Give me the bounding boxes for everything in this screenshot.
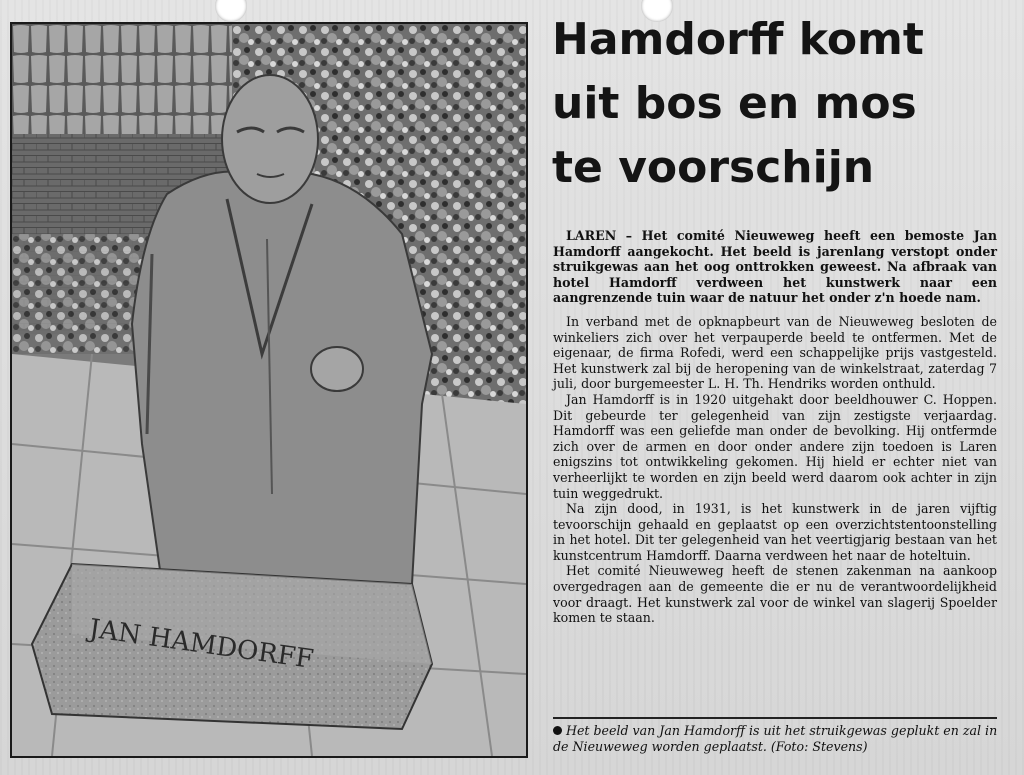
statue-photo: [10, 22, 528, 758]
punch-hole: [215, 0, 247, 22]
dateline: LAREN: [566, 228, 617, 243]
lead-paragraph: [553, 228, 997, 306]
headline-line-2: uit bos en mos: [552, 78, 917, 129]
photo-caption: [553, 723, 1003, 755]
caption-text: Het beeld van Jan Hamdorff is uit het struikgewas geplukt en zal in de Nieuweweg worden geplaatst. (Foto: Stevens): [553, 723, 998, 754]
headline: [552, 8, 1012, 200]
article-paragraph: Jan Hamdorff is in 1920 uitgehakt door beeldhouwer C. Hoppen. Dit gebeurde ter gelegenheid van zijn zestigste verjaardag. Hamdorff was een geliefde man onder de bevolking. Hij ontfermde zich over de armen en door onder andere zijn toedoen is Laren enigszins tot ontwikkeling gekomen. Hij hield er echter niet van verheerlijkt te worden en zijn beeld werd daarom ook achter in zijn tuin weggedrukt.: [553, 391, 997, 501]
headline-line-3: te voorschijn: [552, 142, 875, 193]
lead-text: – Het comité Nieuweweg heeft een bemoste Jan Hamdorff aangekocht. Het beeld is jarenlang verstopt onder struikgewas aan het oog onttrokken geweest. Na afbraak van hotel Hamdorff verdween het kunstwerk naar een aangrenzende tuin waar de natuur het onder z'n hoede nam.: [553, 228, 997, 306]
article-paragraph: In verband met de opknapbeurt van de Nieuweweg besloten de winkeliers zich over het verpauperde beeld te ontfermen. Met de eigenaar, de firma Rofedi, werd een schappelijke prijs vastgesteld. Het kunstwerk zal bij de heropening van de winkelstraat, zaterdag 7 juli, door burgemeester L. H. Th. Hendriks worden onthuld.: [553, 313, 997, 392]
bullet-icon: [553, 726, 562, 735]
statue-photo-image: [12, 24, 526, 756]
article-paragraph: Na zijn dood, in 1931, is het kunstwerk in de jaren vijftig tevoorschijn gehaald en geplaatst op een overzichtstentoonstelling in het hotel. Dit ter gelegenheid van het veertigjarig bestaan van het kunstcentrum Hamdorff. Daarna verdween het naar de hoteltuin.: [553, 501, 997, 563]
headline-line-1: Hamdorff komt: [552, 14, 924, 65]
article-body: [553, 228, 997, 626]
caption-divider: [553, 717, 997, 719]
article-paragraph: Het comité Nieuweweg heeft de stenen zakenman na aankoop overgedragen aan de gemeente die er nu de verantwoordelijkheid voor draagt. Het kunstwerk zal voor de winkel van slagerij Spoelder komen te staan.: [553, 563, 997, 626]
pedestal-inscription: JAN HAMDORFF: [87, 613, 316, 676]
